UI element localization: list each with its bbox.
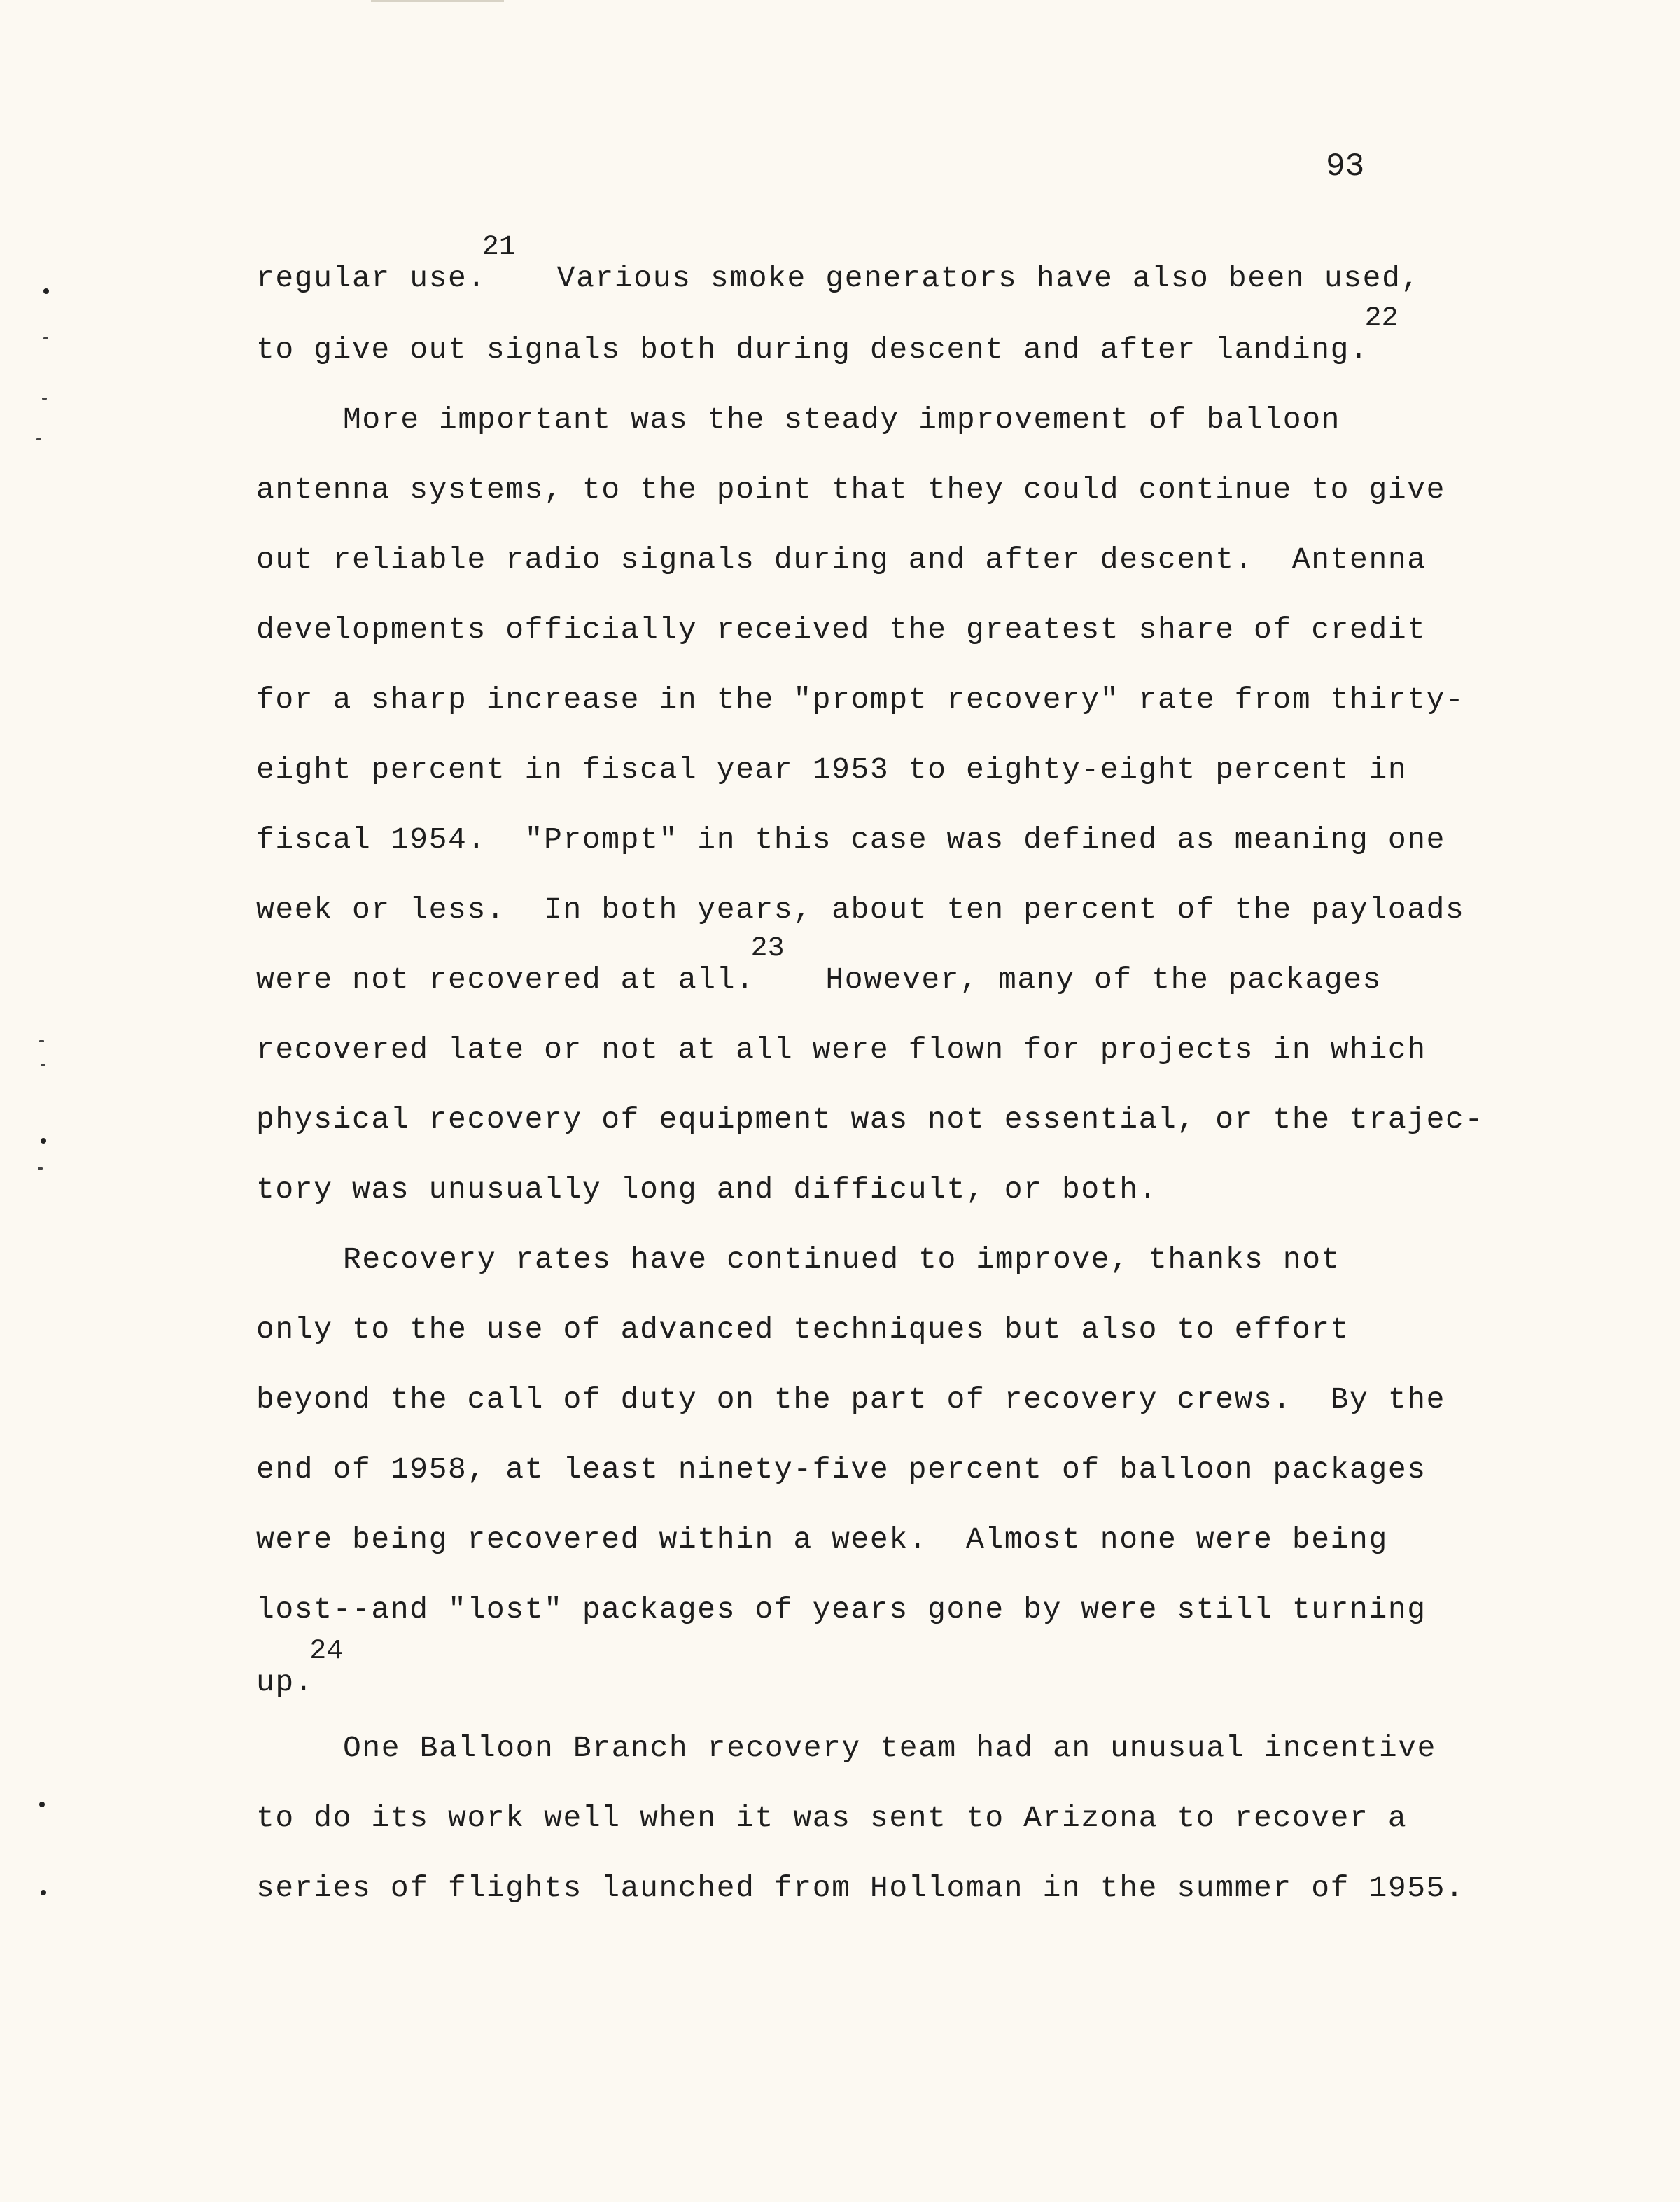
text-line: lost--and "lost" packages of years gone by were still turning — [256, 1592, 1427, 1627]
text-line: physical recovery of equipment was not essential, or the trajec- — [256, 1102, 1484, 1137]
margin-dash — [38, 1167, 43, 1170]
text-line: series of flights launched from Holloman in the summer of 1955. — [256, 1871, 1465, 1905]
footnote-ref: 22 — [1364, 303, 1399, 335]
text-line: only to the use of advanced techniques but also to effort — [256, 1312, 1350, 1347]
text-line: tory was unusually long and difficult, or both. — [256, 1172, 1158, 1207]
text-line: end of 1958, at least ninety-five percent of balloon packages — [256, 1452, 1427, 1487]
page-number: 93 — [1326, 148, 1365, 185]
paragraph-start: Recovery rates have continued to improve, thanks not — [343, 1242, 1341, 1277]
margin-dash — [39, 1040, 44, 1042]
margin-dot — [39, 1802, 45, 1807]
margin-dash — [43, 337, 48, 339]
margin-dash — [36, 438, 41, 440]
footnote-ref: 23 — [750, 933, 785, 965]
text-line: were not recovered at all.23 However, many of the packages — [256, 933, 1382, 997]
text-line: were being recovered within a week. Almost none were being — [256, 1522, 1388, 1557]
text-line: up.24 — [256, 1636, 344, 1699]
paragraph-start: One Balloon Branch recovery team had an unusual incentive — [343, 1731, 1437, 1765]
text-line: antenna systems, to the point that they could continue to give — [256, 472, 1446, 507]
margin-dash — [41, 1064, 46, 1066]
footnote-ref: 24 — [309, 1636, 344, 1667]
text-line: fiscal 1954. "Prompt" in this case was defined as meaning one — [256, 822, 1446, 857]
margin-dot — [41, 1890, 46, 1895]
text-line: week or less. In both years, about ten percent of the payloads — [256, 892, 1465, 927]
text-line: eight percent in fiscal year 1953 to eighty-eight percent in — [256, 752, 1408, 787]
margin-dot — [43, 288, 49, 294]
text-line: for a sharp increase in the "prompt recovery" rate from thirty- — [256, 682, 1465, 717]
text-line: out reliable radio signals during and after descent. Antenna — [256, 542, 1427, 577]
margin-dot — [41, 1138, 46, 1144]
paragraph-start: More important was the steady improvement of balloon — [343, 402, 1341, 437]
text-line: developments officially received the greatest share of credit — [256, 612, 1427, 647]
margin-dash — [42, 398, 47, 400]
footnote-ref: 21 — [482, 232, 516, 263]
text-line: recovered late or not at all were flown for projects in which — [256, 1032, 1427, 1067]
text-line: to do its work well when it was sent to Arizona to recover a — [256, 1801, 1408, 1835]
text-line: regular use.21 Various smoke generators have also been used, — [256, 232, 1420, 295]
top-edge-mark — [371, 0, 504, 2]
text-line: beyond the call of duty on the part of recovery crews. By the — [256, 1382, 1446, 1417]
text-line: to give out signals both during descent and after landing.22 — [256, 303, 1399, 367]
